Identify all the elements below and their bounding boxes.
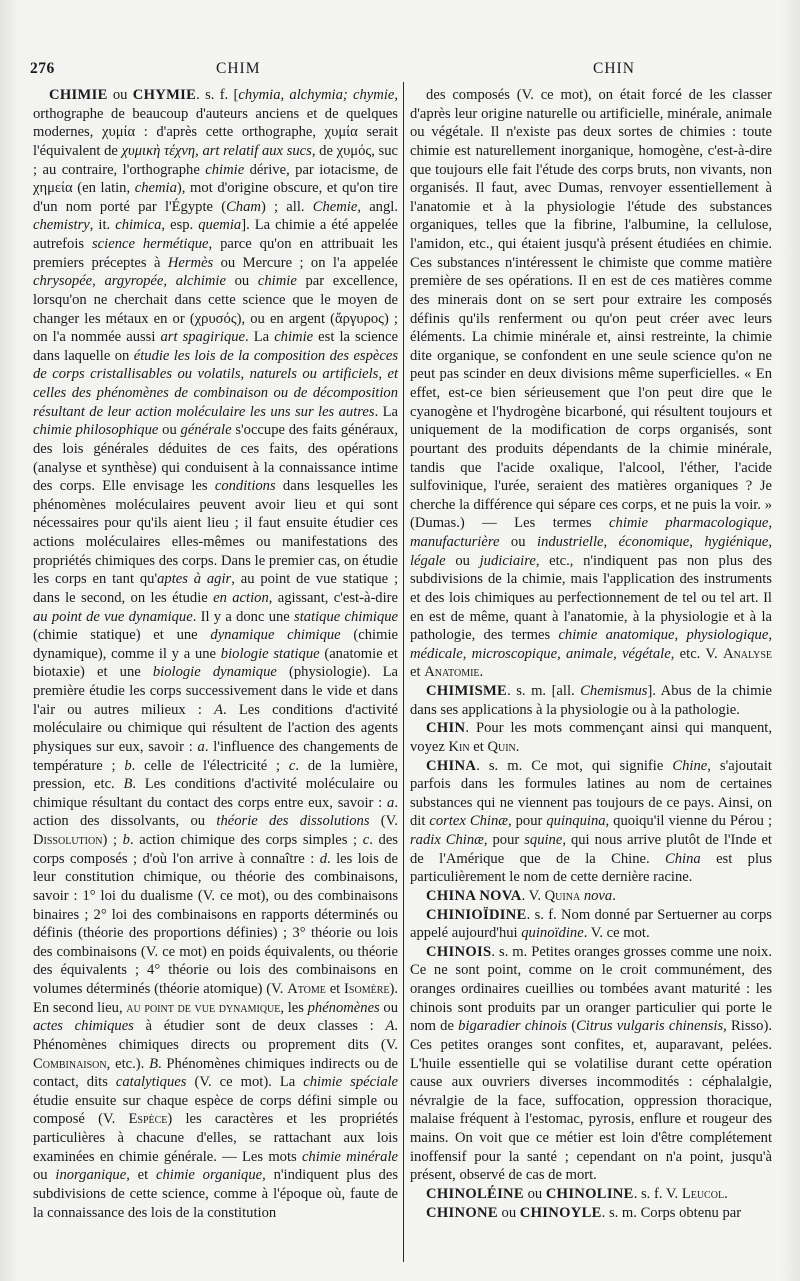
text-run: c	[288, 757, 296, 774]
text-run: ,	[768, 534, 773, 550]
text-run: en action	[213, 589, 269, 606]
text-run: b	[124, 757, 132, 774]
text-run: . s. f. Nom donné par Sertuerner au corps appelé aujourd'hui	[410, 906, 772, 942]
text-run: , pour	[507, 813, 547, 830]
text-run: Dissolution	[33, 832, 103, 848]
text-run: . Les conditions d'activité moléculaire ou chimique qui résultent de l'action des agents physiques sur eux, savoir :	[33, 701, 398, 755]
headword: CHINOYLE	[519, 1204, 602, 1221]
text-run: Combinaison	[33, 1055, 107, 1072]
text-run: .	[515, 738, 520, 755]
text-run: (en latin,	[72, 180, 135, 197]
text-run: . s. m. Petites oranges grosses comme une noix. Ce ne sont point, comme on le croit communément, des oranges ordinaires cueillies ou tombées avant maturité : les chinois sont produits par un oranger particulier qui porte le nom de	[410, 943, 772, 1035]
text-run: . La	[374, 403, 398, 420]
text-run: à étudier sont de deux classes :	[133, 1018, 386, 1035]
headword: CHINIOÏDINE	[426, 906, 527, 923]
text-run: , angl.	[357, 198, 398, 215]
text-run: biologie statique	[220, 645, 320, 662]
headword: CHINOLINE	[545, 1185, 634, 1202]
text-run: ἄργυρος	[335, 310, 384, 327]
text-run: χυμία	[324, 124, 358, 141]
right-column-entry	[410, 943, 772, 1185]
text-run: . Les conditions d'activité moléculaire ou chimique résultant du contact des corps entre eux, savoir :	[33, 776, 398, 811]
text-run: au point de vue dynamique	[126, 999, 281, 1016]
text-run: , etc.).	[106, 1055, 150, 1072]
headword: CHINOIS	[426, 943, 492, 960]
text-run: ou	[33, 1167, 56, 1184]
text-run: . s. m. Ce mot, qui signifie	[476, 757, 673, 774]
text-run: . action chimique des corps simples ;	[129, 832, 363, 848]
text-run: .	[479, 664, 484, 681]
text-run: biologie dynamique	[152, 664, 277, 681]
text-run: ou	[107, 87, 133, 103]
column-divider	[403, 82, 404, 1262]
text-run: végétale	[622, 645, 671, 662]
text-run: quemia	[198, 217, 242, 234]
text-run: judiciaire	[479, 552, 536, 569]
text-run: Atome	[287, 981, 326, 997]
text-run: B	[123, 776, 133, 793]
text-run: ou	[379, 999, 398, 1016]
text-run: . Pour les mots commençant ainsi qui manquent, voyez	[410, 720, 772, 755]
headword: CHIMISME	[426, 683, 508, 699]
text-run: , suc ; au contraire, l'orthographe	[33, 142, 398, 178]
text-run: ), ou en argent (	[236, 310, 335, 327]
text-run: ,	[689, 534, 705, 550]
text-run: Leucol	[681, 1185, 725, 1202]
text-run: animale	[566, 645, 614, 662]
text-run: ,	[462, 645, 472, 662]
text-run: , s'ajoutait parfois dans les formules latines au nom de certaines substances qui ne viennent pas toujours de ce pays. Ainsi, on dit	[410, 757, 772, 830]
right-column-entry	[410, 86, 772, 682]
text-run: industrielle	[537, 534, 604, 550]
text-run: ,	[195, 142, 203, 159]
text-run: inorganique	[55, 1167, 127, 1184]
text-run: ), mot d'origine obscure, et qu'on tire d'un nom porté par l'Égypte (	[33, 180, 398, 215]
left-column	[33, 86, 398, 1222]
right-column-entry	[410, 887, 772, 906]
text-run: Chemie	[312, 198, 358, 215]
text-run: , les	[280, 999, 308, 1016]
text-run: art spagirique	[160, 329, 246, 346]
right-column-entry	[410, 1204, 772, 1223]
text-run: chimie organique	[155, 1167, 263, 1184]
text-run: ou	[523, 1185, 546, 1202]
text-run: B	[149, 1055, 158, 1072]
text-run: . V.	[521, 887, 545, 904]
left-running-head: CHIM	[216, 60, 261, 77]
text-run: Citrus vulgaris chinensis	[576, 1018, 724, 1035]
text-run: χημεία	[33, 180, 73, 197]
text-run: radix Chinæ	[410, 832, 484, 848]
text-run: chimie	[274, 329, 314, 346]
text-run: chimie philosophique	[33, 422, 159, 439]
text-run: a	[197, 738, 205, 755]
text-run: ou	[225, 273, 258, 290]
text-run: ). En second lieu,	[33, 981, 398, 1016]
text-run: Chemismus	[580, 683, 648, 699]
text-run: ) ; all.	[260, 198, 313, 215]
text-run: , au point de vue statique ; dans le second, on les étudie	[33, 571, 399, 606]
text-run: (V.	[369, 813, 398, 830]
text-run: . s. m. Corps obtenu par	[601, 1204, 742, 1221]
text-run: Kin	[448, 738, 470, 755]
text-run: : d'après cette orthographe,	[135, 124, 325, 141]
text-run: , pour	[483, 832, 525, 848]
headword: CHIN	[426, 720, 466, 737]
text-run: . s. f. V.	[633, 1185, 682, 1202]
right-column-entry	[410, 1185, 772, 1204]
text-run: et	[325, 981, 345, 997]
text-run: c	[362, 832, 370, 848]
text-run: catalytiques	[115, 1074, 187, 1091]
text-run: ,	[674, 627, 687, 644]
text-run: bigaradier chinois	[458, 1018, 567, 1035]
text-run: A	[385, 1018, 395, 1035]
text-run: conditions	[214, 478, 276, 495]
text-run: χυμικὴ τέχνη	[121, 142, 196, 159]
text-run: théorie des dissolutions	[216, 813, 370, 830]
text-run: des composés (V. ce mot), on était forcé de les classer d'après leur origine naturelle ou artificielle, minérale, animale ou végétale. Il n'existe pas deux sortes de chimies : toute chimie est naturellement inorganique, homogène, c'est-à-dire que toujours elle fait l'étude des corps bruts, non vivants, non organisés. Il faut, avec Dumas, renvoyer essentiellement à l'anatomie et à la physiologie l'étude des substances organiques, telles que la fibrine, l'albumine, la cellulose, l'amidon, etc., qui étaient jusqu'à présent étudiées en chimie. Ces substances n'intéressent le chimiste que comme matière première de ses opérations. Il en est de ces matières comme des minerais dont on se sert pour extraire les composés définis qu'ils renferment ou qu'on peut créer avec leurs éléments. La chimie minérale et, ainsi restreinte, la chimie dite organique, se confondent en une seule science qu'on ne peut pas scinder en deux divisions même superficielles. « En effet, est-ce bien sérieusement que l'on peut dire que le cyanogène et l'hydrogène bicarboné, qui résultent toujours et uniquement de la modification de corps organisés, sont pourtant des produits dépendants de la chimie minérale, tandis que l'acide oxalique, l'alcool, l'éther, l'acide sulfovinique, l'urée, seraient des matières organiques ? Je cherche la différence qui sépare ces corps, et ne puis la voir. » (Dumas.) — Les termes	[410, 87, 772, 532]
text-run: aptes à agir	[157, 571, 232, 588]
headword: CHINA NOVA	[426, 887, 522, 904]
text-run: hygiénique	[704, 534, 769, 550]
headword: CHYMIE	[132, 87, 197, 103]
text-run: a	[387, 794, 395, 811]
text-run: ) les caractères et les propriétés particulières à chacune d'elles, se rattachant aux lois examinées en chimie générale. — Les mots	[33, 1111, 398, 1165]
text-run: , Risso). Ces petites oranges sont confites, et, auparavant, pelées. L'huile essentielle qui se volatilise durant cette opération cause aux ouvriers diverses incommodités : céphalalgie, névralgie de la face, suffocation, oppression thoracique, malaise fréquent à l'estomac, pyrosis, enflure et rougeur des mains. On voit que ce métier est loin d'être complétement inoffensif pour la santé ; cependant on n'a point, jusqu'à présent, observé de cas de mort.	[410, 1018, 772, 1184]
text-run: . s. m. [all.	[507, 683, 581, 699]
text-run: cortex Chinæ	[429, 813, 508, 830]
text-run: , etc. V.	[670, 645, 724, 662]
text-run: . Phénomènes chimiques indirects ou de contact, dits	[33, 1055, 398, 1091]
text-run: chrysopée, argyropée, alchimie	[33, 273, 226, 290]
text-run: serait l'équivalent de	[33, 124, 398, 159]
text-run: ]. Abus de la chimie dans ses applications à la physiologie ou à la pathologie.	[410, 683, 772, 718]
text-run: χρυσός	[194, 310, 237, 327]
page-header	[30, 60, 790, 84]
headword: CHIMIE	[49, 87, 108, 103]
text-run: légale	[410, 552, 446, 569]
text-run: chimie	[205, 161, 245, 178]
text-run: est plus particulièrement le nom de cette dernière racine.	[410, 850, 772, 886]
text-run: ou	[158, 422, 181, 439]
text-run: .	[724, 1185, 728, 1202]
text-run: ou	[499, 534, 538, 550]
text-run: . les lois de leur constitution chimique, ou théorie des combinaisons, savoir : 1° loi du dualisme (V. ce mot), ou des combinaisons binaires ; 2° loi des combinaisons en rapports déterminés ou définis (théorie des proportions définies) ; 3° théorie ou lois des combinaisons (V. ce mot) en poids équivalents, ou théorie des équivalents ; 4° théorie ou lois des combinaisons en volumes déterminés (théorie atomique) (V.	[33, 850, 398, 997]
text-run: microscopique	[471, 645, 558, 662]
text-run: ,	[603, 534, 619, 550]
text-run: ,	[768, 627, 772, 644]
text-run: , orthographe de beaucoup d'auteurs anciens et de quelques modernes,	[33, 87, 399, 141]
text-run: quinoïdine	[521, 925, 584, 942]
text-run: . action des dissolvants, ou	[33, 794, 398, 830]
text-run: . La	[245, 329, 275, 346]
text-run: chymia, alchymia; chymie	[238, 87, 395, 103]
text-run: . s. f. [	[196, 87, 239, 103]
text-run: , esp.	[161, 217, 199, 234]
text-run: ,	[613, 645, 623, 662]
text-run: . de la lumière, pression, etc.	[33, 757, 399, 793]
text-run: . Phénomènes chimiques directs ou proprement dits (V.	[33, 1018, 399, 1053]
text-run: , it.	[89, 217, 116, 234]
text-run: ou Mercure ; on l'a appelée	[213, 254, 399, 271]
text-run: . Il y a donc une	[192, 608, 295, 625]
text-run: Hermès	[167, 254, 214, 271]
text-run: médicale	[410, 645, 463, 662]
text-run: manufacturière	[410, 534, 500, 550]
left-column-entry	[33, 86, 398, 1222]
text-run: par excellence, lorsqu'on ne cherchait dans cette science que le moyen de changer les métaux en or (	[33, 273, 398, 327]
text-run: et	[410, 664, 425, 681]
right-running-head: CHIN	[593, 60, 635, 77]
text-run: statique chimique	[294, 608, 399, 625]
text-run: chemistry	[33, 217, 90, 234]
text-run: ou	[497, 1204, 520, 1221]
headword: CHINA	[426, 757, 477, 774]
text-run: étudie ensuite sur chaque espèce de corps défini simple ou composé (V.	[33, 1092, 398, 1128]
text-run: Analyse	[723, 645, 773, 662]
text-run: ,	[768, 515, 772, 532]
text-run: China	[665, 850, 701, 867]
right-column-entry	[410, 682, 772, 719]
text-run: art relatif aux sucs	[202, 142, 312, 159]
right-column-entry	[410, 906, 772, 943]
headword: CHINOLÉINE	[426, 1185, 524, 1202]
text-run: (chimie dynamique), comme il y a une	[33, 627, 398, 662]
text-run: Isomère	[344, 981, 390, 997]
text-run: , n'indiquent plus des subdivisions de cette science, comme à l'époque où, faute de la connaissance des lois de la constitution	[33, 1167, 399, 1221]
text-run: (chimie statique) et une	[33, 627, 211, 644]
text-run: squine	[524, 832, 563, 848]
text-run: phénomènes	[307, 999, 380, 1016]
right-column	[410, 86, 772, 1222]
text-run: , quoiqu'il vienne du Pérou ;	[605, 813, 773, 830]
text-run: chimie pharmacologique	[609, 515, 769, 532]
text-run: ,	[557, 645, 567, 662]
text-run: (anatomie et biotaxie) et une	[33, 645, 398, 681]
text-run: (	[566, 1018, 577, 1035]
text-run: Anatomie	[424, 664, 480, 681]
text-run: économique	[618, 534, 690, 550]
text-run: χυμός	[336, 142, 372, 159]
headword: CHINONE	[426, 1204, 498, 1221]
text-run: actes chimiques	[33, 1018, 134, 1035]
text-run: , qui nous arrive plutôt de l'Inde et de l'Amérique que de la Chine.	[410, 832, 772, 867]
text-run: science hermétique	[92, 236, 209, 252]
text-run: Cham	[226, 198, 261, 215]
text-run: , etc., n'indiquent pas non plus des subdivisions de la chimie, mais l'application des instruments et des lois chimiques au perfectionnement de tel ou tel art. Il en est de même, quant à l'anatomie, à la physiologie et à la pathologie, des termes	[410, 552, 773, 644]
text-run: chimie minérale	[301, 1148, 398, 1165]
text-run: . V. ce mot.	[583, 925, 650, 942]
text-run: . des corps composés ; d'où l'on arrive à connaître :	[33, 832, 398, 867]
text-run: est la science dans laquelle on	[33, 329, 398, 364]
page-number: 276	[30, 60, 55, 77]
right-column-entry	[410, 757, 772, 887]
text-run: , agissant, c'est-à-dire	[268, 589, 398, 606]
text-run: s'occupe des faits généraux, des lois générales déduites de ces faits, des opérations (analyse et synthèse) qui conduisent à la connaissance intime des corps. Elle envisage les	[33, 422, 399, 495]
text-run: dans lesquelles les phénomènes moléculaires peuvent avoir lieu et qui sont nécessaires pour qu'ils aient lieu ; il faut ensuite étudier ces actions moléculaires elles-mêmes ou manifestations des propriétés chimiques des corps. Dans le premier cas, on étudie les corps en tant qu'	[33, 478, 398, 588]
text-run: . celle de l'électricité ;	[131, 757, 289, 774]
text-run: générale	[180, 422, 232, 439]
text-run: (V. ce mot). La	[186, 1074, 304, 1091]
text-run: ]. La chimie a été appelée autrefois	[33, 217, 398, 252]
text-run: A	[214, 701, 224, 718]
text-run: étudie les lois de la composition des espèces de corps cristallisables ou volatils, naturels ou artificiels, et celles des phénomènes de combinaison ou de décomposition résultant de leur action moléculaire les uns sur les autres	[33, 347, 399, 420]
text-run: dérive, par iotacisme, de	[244, 161, 398, 178]
text-run: Espèce	[128, 1111, 168, 1128]
text-run: au point de vue dynamique	[33, 608, 193, 625]
text-run: ) ; on l'a nommée aussi	[33, 310, 398, 346]
text-run: χυμία	[102, 124, 136, 141]
right-column-entry	[410, 719, 772, 756]
text-run: , parce qu'on en attribuait les premiers préceptes à	[33, 236, 398, 271]
text-run: nova	[583, 887, 613, 904]
text-run: ou	[445, 552, 480, 569]
text-run: physiologique	[686, 627, 769, 644]
text-run: chimie spéciale	[303, 1074, 398, 1091]
text-run: b	[122, 832, 130, 848]
text-run: , de	[311, 142, 337, 159]
text-run: quinquina	[546, 813, 606, 830]
text-run: . l'influence des changements de température ;	[33, 738, 398, 774]
text-run: Quina	[544, 887, 581, 904]
text-run: , et	[126, 1167, 156, 1184]
text-run: chimie anatomique	[558, 627, 675, 644]
text-run: ) ;	[102, 832, 123, 848]
text-run: dynamique chimique	[210, 627, 341, 644]
text-run: chimie	[257, 273, 297, 290]
text-run: Chine	[672, 757, 708, 774]
text-run: chemia	[134, 180, 177, 197]
text-run: d	[319, 850, 327, 867]
text-run: Quin	[487, 738, 516, 755]
text-run: chimica	[115, 217, 162, 234]
text-run: (physiologie). La première étudie les corps successivement dans le vide et dans l'air ou autres milieux :	[33, 664, 398, 718]
text-run: et	[469, 738, 488, 755]
text-run: .	[612, 887, 616, 904]
